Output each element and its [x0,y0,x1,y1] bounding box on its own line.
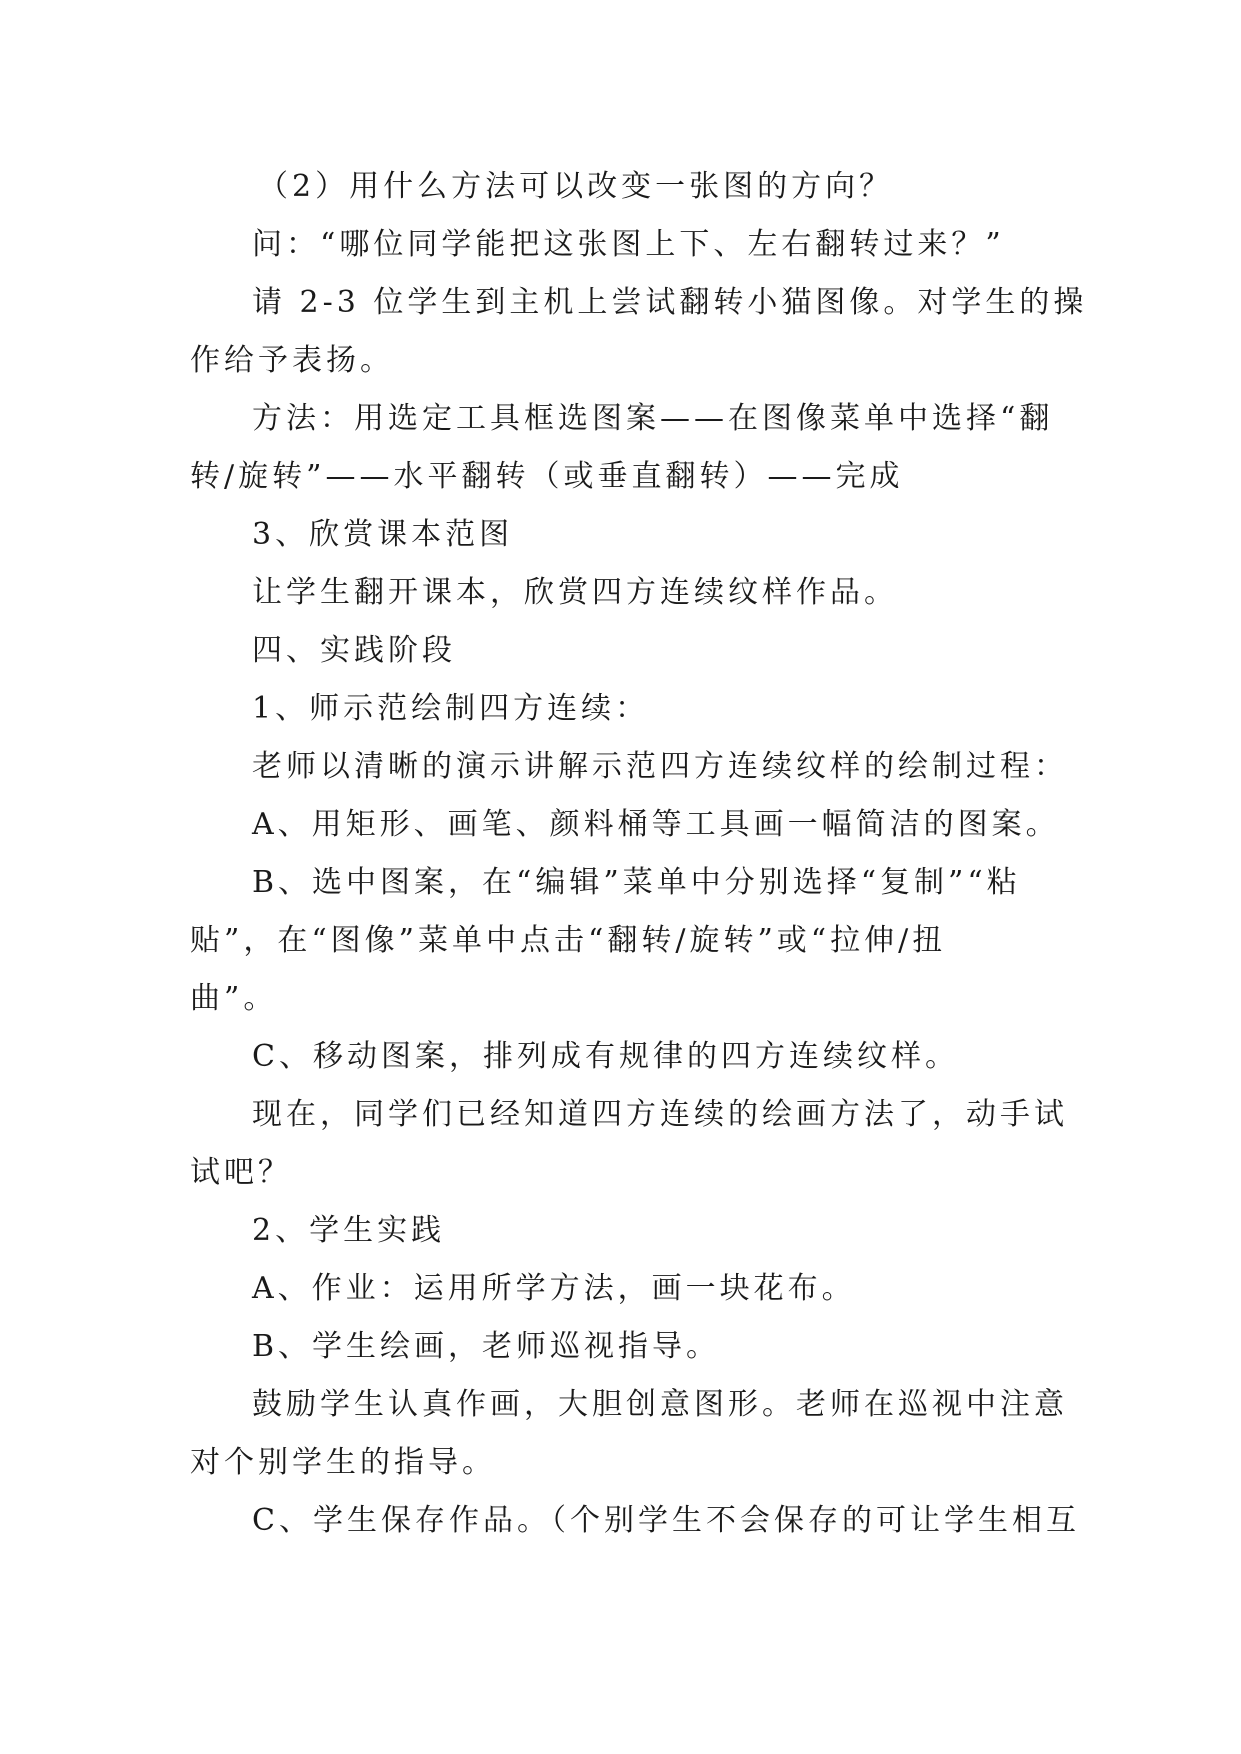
paragraph-line: 贴”，在“图像”菜单中点击“翻转/旋转”或“拉伸/扭 [190,923,947,958]
question-2-heading: （2）用什么方法可以改变一张图的方向？ [258,169,894,204]
paragraph-line: 让学生翻开课本，欣赏四方连续纹样作品。 [252,575,898,610]
paragraph-line: 方法：用选定工具框选图案——在图像菜单中选择“翻 [252,401,1054,436]
list-item-a: A、作业：运用所学方法，画一块花布。 [252,1271,856,1306]
paragraph-line: 请 2-3 位学生到主机上尝试翻转小猫图像。对学生的操 [252,285,1088,320]
section-heading-4: 四、实践阶段 [252,633,456,668]
list-item-c: C、学生保存作品。（个别学生不会保存的可让学生相互 [252,1503,1080,1538]
list-item-a: A、用矩形、画笔、颜料桶等工具画一幅简洁的图案。 [252,807,1060,842]
paragraph-line: 作给予表扬。 [190,343,394,378]
subsection-heading-2: 2、学生实践 [252,1213,446,1248]
paragraph-line: 现在，同学们已经知道四方连续的绘画方法了，动手试 [252,1097,1068,1132]
document-body [190,158,1088,1550]
paragraph-line: 转/旋转”——水平翻转（或垂直翻转）——完成 [190,459,904,494]
list-item-c: C、移动图案，排列成有规律的四方连续纹样。 [252,1039,959,1074]
paragraph-line: 曲”。 [190,981,278,1016]
list-item-b: B、选中图案，在“编辑”菜单中分别选择“复制”“粘 [252,865,1021,900]
paragraph-line: 鼓励学生认真作画，大胆创意图形。老师在巡视中注意 [252,1387,1068,1422]
paragraph-line: 问：“哪位同学能把这张图上下、左右翻转过来？” [252,227,1005,262]
paragraph-line: 对个别学生的指导。 [190,1445,496,1480]
subsection-heading-1: 1、师示范绘制四方连续： [252,691,650,726]
paragraph-line: 老师以清晰的演示讲解示范四方连续纹样的绘制过程： [252,749,1068,784]
section-heading-3: 3、欣赏课本范图 [252,517,514,552]
list-item-b: B、学生绘画，老师巡视指导。 [252,1329,721,1364]
paragraph-line: 试吧？ [190,1155,292,1190]
